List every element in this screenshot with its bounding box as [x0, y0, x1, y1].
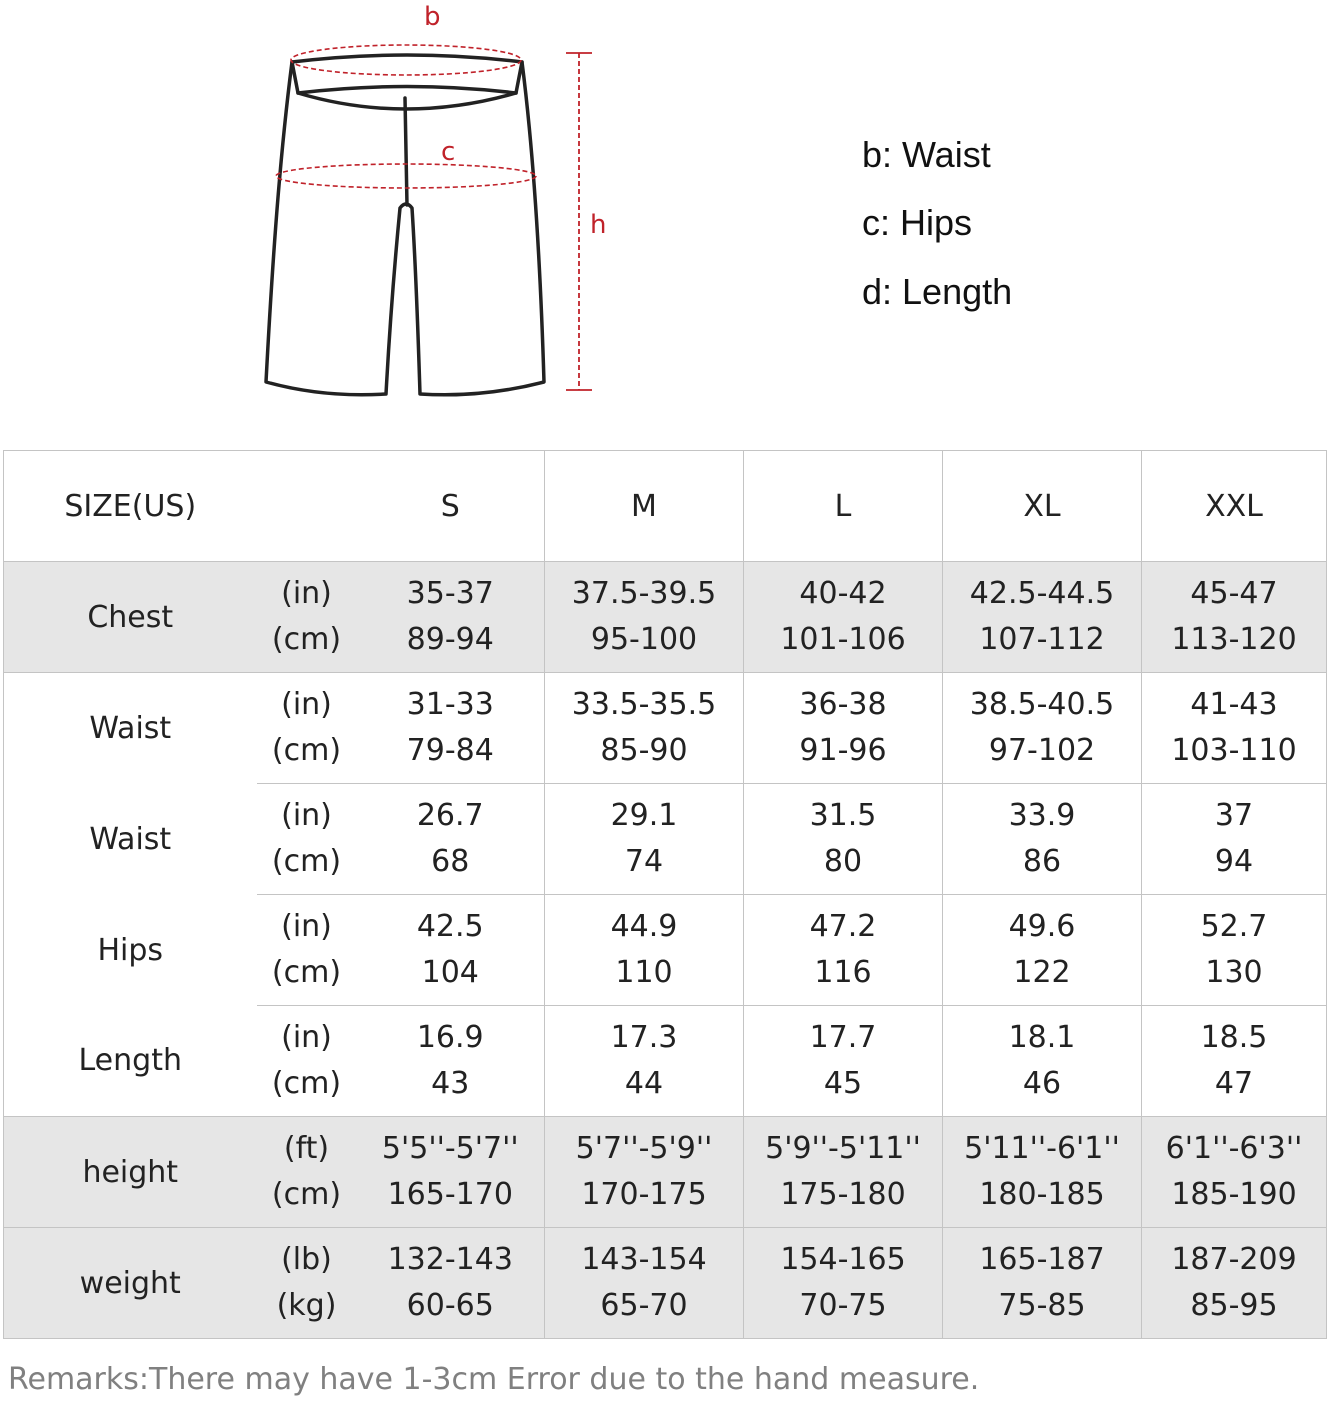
legend-waist: b: Waist: [862, 134, 991, 175]
value-secondary: 94: [1214, 844, 1254, 879]
unit-secondary: (cm): [271, 1066, 342, 1101]
value-cell: [744, 784, 943, 895]
measure-label: height: [4, 1117, 257, 1228]
label-h: h: [590, 210, 607, 240]
value-primary: 42.5: [416, 909, 484, 944]
value-cell: [545, 673, 744, 784]
value-secondary: 91-96: [799, 733, 887, 768]
value-cell: [357, 1228, 545, 1339]
value-secondary: 65-70: [600, 1288, 688, 1323]
size-xl-header: XL: [943, 451, 1142, 562]
value-secondary: 122: [1013, 955, 1071, 990]
value-secondary: 180-185: [979, 1177, 1105, 1212]
value-primary: 49.6: [1008, 909, 1076, 944]
label-b: b: [424, 2, 441, 32]
value-secondary: 130: [1205, 955, 1263, 990]
value-cell: [545, 784, 744, 895]
value-secondary: 45: [823, 1066, 863, 1101]
length-measure-line: [566, 53, 592, 390]
value-primary: 16.9: [416, 1020, 484, 1055]
table-row: [4, 562, 1327, 673]
unit-primary: (lb): [281, 1242, 332, 1277]
size-m-header: M: [545, 451, 744, 562]
unit-secondary: (cm): [271, 622, 342, 657]
value-primary: 187-209: [1171, 1242, 1297, 1277]
value-secondary: 79-84: [406, 733, 494, 768]
unit-primary: (in): [281, 909, 332, 944]
value-cell: [744, 1228, 943, 1339]
unit-secondary: (cm): [271, 844, 342, 879]
value-primary: 31.5: [809, 798, 877, 833]
value-primary: 38.5-40.5: [969, 687, 1115, 722]
legend-length: d: Length: [862, 271, 1013, 312]
value-cell: [943, 673, 1142, 784]
value-secondary: 165-170: [387, 1177, 513, 1212]
value-cell: [357, 895, 545, 1006]
table-row: [4, 1117, 1327, 1228]
value-primary: 29.1: [610, 798, 678, 833]
value-secondary: 46: [1022, 1066, 1062, 1101]
value-primary: 154-165: [780, 1242, 906, 1277]
value-cell: [1142, 562, 1327, 673]
value-secondary: 85-90: [600, 733, 688, 768]
table-row: [4, 784, 1327, 895]
size-header-row: [4, 451, 1327, 562]
value-secondary: 110: [615, 955, 673, 990]
value-primary: 5'9''-5'11'': [765, 1131, 921, 1166]
unit-cell: [257, 784, 357, 895]
value-secondary: 85-95: [1190, 1288, 1278, 1323]
value-cell: [744, 895, 943, 1006]
value-primary: 5'5''-5'7'': [381, 1131, 519, 1166]
value-secondary: 185-190: [1171, 1177, 1297, 1212]
value-primary: 143-154: [581, 1242, 707, 1277]
value-primary: 18.1: [1008, 1020, 1076, 1055]
value-cell: [744, 562, 943, 673]
unit-primary: (in): [281, 576, 332, 611]
legend-hips: c: Hips: [862, 202, 973, 243]
value-primary: 33.5-35.5: [571, 687, 717, 722]
value-cell: [943, 895, 1142, 1006]
value-cell: [744, 1117, 943, 1228]
value-cell: [545, 1006, 744, 1117]
value-cell: [1142, 1228, 1327, 1339]
unit-cell: [257, 1228, 357, 1339]
value-primary: 31-33: [406, 687, 494, 722]
value-secondary: 103-110: [1171, 733, 1297, 768]
table-row: [4, 1228, 1327, 1339]
value-primary: 17.3: [610, 1020, 678, 1055]
value-primary: 33.9: [1008, 798, 1076, 833]
value-cell: [943, 1228, 1142, 1339]
value-cell: [744, 1006, 943, 1117]
measure-label: weight: [4, 1228, 257, 1339]
size-s-header: S: [357, 451, 545, 562]
value-secondary: 175-180: [780, 1177, 906, 1212]
table-row: [4, 673, 1327, 784]
value-secondary: 89-94: [406, 622, 494, 657]
size-label-cell: SIZE(US): [4, 451, 257, 562]
shorts-measurement-diagram: [0, 0, 1328, 430]
value-secondary: 95-100: [590, 622, 698, 657]
value-cell: [1142, 784, 1327, 895]
value-primary: 26.7: [416, 798, 484, 833]
value-secondary: 104: [421, 955, 479, 990]
unit-cell: [257, 1117, 357, 1228]
unit-cell: [257, 673, 357, 784]
value-secondary: 107-112: [979, 622, 1105, 657]
value-secondary: 60-65: [406, 1288, 494, 1323]
unit-primary: (in): [281, 1020, 332, 1055]
value-secondary: 113-120: [1171, 622, 1297, 657]
value-primary: 37.5-39.5: [571, 576, 717, 611]
unit-primary: (ft): [283, 1131, 330, 1166]
value-secondary: 47: [1214, 1066, 1254, 1101]
value-cell: [545, 1117, 744, 1228]
value-primary: 18.5: [1200, 1020, 1268, 1055]
unit-primary: (in): [281, 687, 332, 722]
unit-secondary: (cm): [271, 1177, 342, 1212]
table-row: [4, 895, 1327, 1006]
value-cell: [943, 1117, 1142, 1228]
value-cell: [1142, 1117, 1327, 1228]
unit-cell: [257, 562, 357, 673]
value-secondary: 80: [823, 844, 863, 879]
value-secondary: 97-102: [988, 733, 1096, 768]
value-cell: [357, 562, 545, 673]
value-cell: [357, 1117, 545, 1228]
unit-primary: (in): [281, 798, 332, 833]
value-primary: 165-187: [979, 1242, 1105, 1277]
table-row: [4, 1006, 1327, 1117]
value-cell: [357, 673, 545, 784]
measure-label: Chest: [4, 562, 257, 673]
value-secondary: 70-75: [799, 1288, 887, 1323]
value-cell: [943, 562, 1142, 673]
value-cell: [1142, 895, 1327, 1006]
unit-secondary: (cm): [271, 955, 342, 990]
value-secondary: 43: [431, 1066, 470, 1101]
value-secondary: 170-175: [581, 1177, 707, 1212]
value-cell: [357, 784, 545, 895]
value-primary: 6'1''-6'3'': [1165, 1131, 1303, 1166]
value-cell: [1142, 673, 1327, 784]
size-chart-table: [3, 450, 1327, 1339]
measure-label: Waist: [4, 673, 257, 784]
value-primary: 42.5-44.5: [969, 576, 1115, 611]
value-secondary: 101-106: [780, 622, 906, 657]
value-cell: [744, 673, 943, 784]
value-primary: 5'11''-6'1'': [964, 1131, 1120, 1166]
size-l-header: L: [744, 451, 943, 562]
value-primary: 52.7: [1200, 909, 1268, 944]
value-cell: [545, 1228, 744, 1339]
value-primary: 40-42: [799, 576, 887, 611]
unit-cell: [257, 895, 357, 1006]
value-primary: 36-38: [799, 687, 887, 722]
value-secondary: 116: [814, 955, 872, 990]
value-secondary: 74: [624, 844, 664, 879]
remarks-note: Remarks:There may have 1-3cm Error due to the hand measure.: [8, 1362, 980, 1397]
value-cell: [545, 895, 744, 1006]
value-secondary: 68: [431, 844, 470, 879]
value-primary: 47.2: [809, 909, 877, 944]
value-cell: [943, 784, 1142, 895]
shorts-outline: [266, 55, 544, 395]
unit-cell: [257, 1006, 357, 1117]
value-primary: 35-37: [406, 576, 494, 611]
value-cell: [1142, 1006, 1327, 1117]
value-secondary: 44: [624, 1066, 664, 1101]
size-xxl-header: XXL: [1142, 451, 1327, 562]
unit-secondary: (kg): [276, 1288, 337, 1323]
unit-header-cell: [257, 451, 357, 562]
unit-secondary: (cm): [271, 733, 342, 768]
value-cell: [545, 562, 744, 673]
value-primary: 41-43: [1190, 687, 1278, 722]
value-cell: [357, 1006, 545, 1117]
value-secondary: 86: [1022, 844, 1062, 879]
value-secondary: 75-85: [998, 1288, 1086, 1323]
value-primary: 44.9: [610, 909, 678, 944]
label-c: c: [441, 137, 456, 167]
measure-label: Hips: [4, 895, 257, 1006]
value-primary: 5'7''-5'9'': [575, 1131, 713, 1166]
measure-label: Waist: [4, 784, 257, 895]
value-primary: 132-143: [387, 1242, 513, 1277]
value-primary: 17.7: [809, 1020, 877, 1055]
value-primary: 45-47: [1190, 576, 1278, 611]
measure-label: Length: [4, 1006, 257, 1117]
value-primary: 37: [1214, 798, 1254, 833]
value-cell: [943, 1006, 1142, 1117]
